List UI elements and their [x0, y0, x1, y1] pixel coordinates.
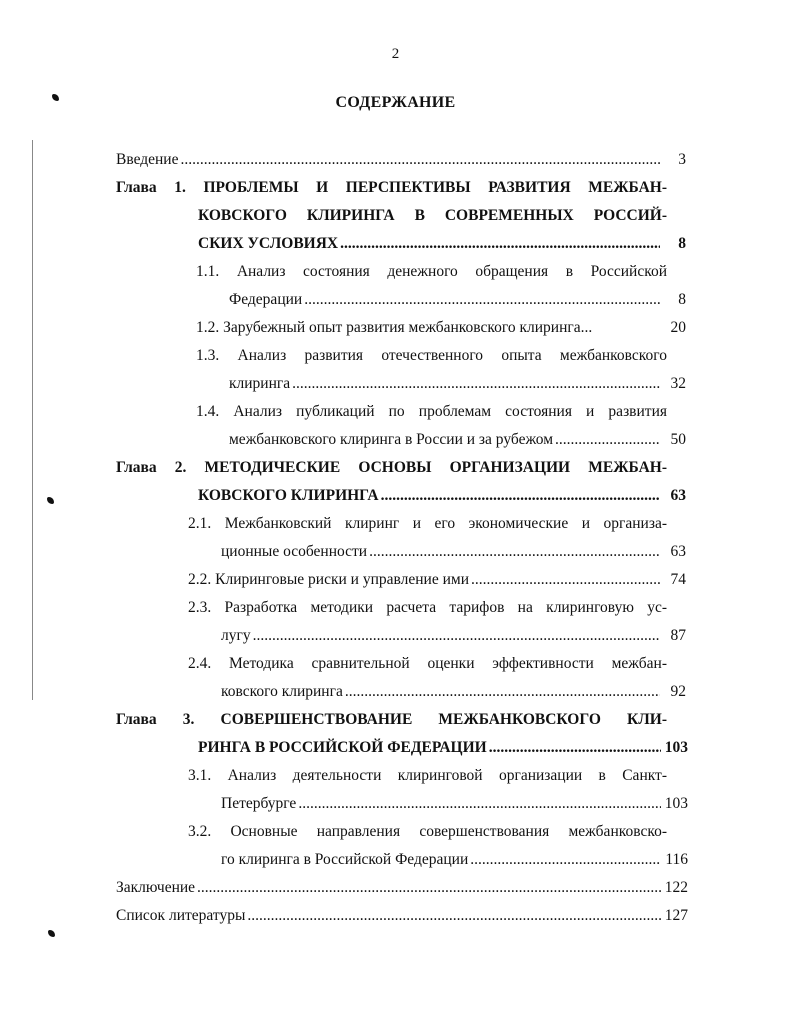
toc-section-2-4-end	[221, 681, 686, 703]
toc-references[interactable]	[116, 905, 688, 927]
toc-conclusion-label: Заключение	[116, 879, 196, 896]
toc-leader-dots	[180, 149, 660, 171]
toc-section-1-1-line-2: Федерации	[229, 291, 303, 308]
toc-leader-dots	[381, 485, 660, 507]
toc-chapter-2-page: 63	[670, 487, 686, 504]
toc-leader-dots	[292, 373, 660, 395]
toc-leader-dots	[253, 625, 660, 647]
toc-section-1-2-page: 20	[670, 319, 686, 336]
toc-section-2-3-line-2: лугу	[221, 627, 251, 644]
toc-section-2-4-line-2: ковского клиринга	[221, 683, 343, 700]
toc-chapter-1-line-1: Глава 1. ПРОБЛЕМЫ И ПЕРСПЕКТИВЫ РАЗВИТИЯ МЕЖБАН-	[116, 179, 667, 196]
toc-conclusion-page: 122	[664, 879, 688, 896]
toc-section-2-1-line-2: ционные особенности	[221, 543, 368, 560]
toc-section-2-4[interactable]	[188, 653, 667, 675]
toc-section-2-4-page: 92	[670, 683, 686, 700]
toc-leader-dots	[304, 289, 660, 311]
toc-intro-page: 3	[678, 151, 686, 168]
toc-section-1-3[interactable]	[196, 345, 667, 367]
toc-section-2-1[interactable]	[188, 513, 667, 535]
toc-section-1-2-label: 1.2. Зарубежный опыт развития межбанковского клиринга...	[196, 319, 593, 336]
toc-leader-dots	[345, 681, 660, 703]
toc-section-1-3-line-2: клиринга	[229, 375, 291, 392]
toc-section-2-4-line-1: 2.4. Методика сравнительной оценки эффективности межбан-	[188, 655, 667, 672]
toc-conclusion[interactable]	[116, 877, 688, 899]
toc-section-3-1-end	[221, 793, 688, 815]
toc-section-2-3-end	[221, 625, 686, 647]
toc-chapter-1-cont	[198, 205, 667, 227]
toc-section-3-2-line-2: го клиринга в Российской Федерации	[221, 851, 469, 868]
page-number: 2	[391, 46, 400, 62]
toc-chapter-1[interactable]	[116, 177, 667, 199]
toc-section-3-1-line-2: Петербурге	[221, 795, 297, 812]
toc-section-1-4-page: 50	[670, 431, 686, 448]
toc-chapter-3-line-1: Глава 3. СОВЕРШЕНСТВОВАНИЕ МЕЖБАНКОВСКОГО КЛИ-	[116, 711, 667, 728]
toc-section-3-1-page: 103	[664, 795, 688, 812]
toc-section-2-1-line-1: 2.1. Межбанковский клиринг и его экономические и организа-	[188, 515, 667, 532]
toc-leader-dots	[369, 541, 660, 563]
toc-section-2-3-line-1: 2.3. Разработка методики расчета тарифов на клиринговую ус-	[188, 599, 667, 616]
toc-chapter-3-end	[198, 737, 688, 759]
toc-chapter-2[interactable]	[116, 457, 667, 479]
toc-section-3-1-line-1: 3.1. Анализ деятельности клиринговой организации в Санкт-	[188, 767, 667, 784]
toc-leader-dots	[298, 793, 660, 815]
toc-section-1-4-line-1: 1.4. Анализ публикаций по проблемам состояния и развития	[196, 403, 667, 420]
toc-leader-dots	[489, 737, 661, 759]
toc-section-1-3-page: 32	[670, 375, 686, 392]
scan-speck	[48, 930, 55, 937]
toc-chapter-3[interactable]	[116, 709, 667, 731]
toc-section-1-4-end	[229, 429, 686, 451]
toc-section-3-2-page: 116	[665, 851, 688, 868]
toc-section-1-2[interactable]	[196, 317, 686, 339]
toc-section-1-3-end	[229, 373, 686, 395]
toc-leader-dots	[555, 429, 660, 451]
toc-intro-label: Введение	[116, 151, 179, 168]
toc-leader-dots	[340, 233, 660, 255]
toc-section-2-2[interactable]	[188, 569, 686, 591]
scan-speck	[47, 497, 54, 504]
toc-section-2-2-label: 2.2. Клиринговые риски и управление ими	[188, 571, 469, 588]
toc-chapter-1-line-2: КОВСКОГО КЛИРИНГА В СОВРЕМЕННЫХ РОССИЙ-	[198, 207, 667, 224]
toc-leader-dots	[471, 569, 660, 591]
toc-chapter-2-line-1: Глава 2. МЕТОДИЧЕСКИЕ ОСНОВЫ ОРГАНИЗАЦИИ МЕЖБАН-	[116, 459, 667, 476]
toc-chapter-1-line-3: СКИХ УСЛОВИЯХ	[198, 235, 339, 252]
toc-references-page: 127	[664, 907, 688, 924]
toc-section-2-3-page: 87	[670, 627, 686, 644]
toc-section-3-1[interactable]	[188, 765, 667, 787]
toc-chapter-2-end	[198, 485, 686, 507]
page-title: СОДЕРЖАНИЕ	[335, 94, 456, 111]
toc-section-1-1-page: 8	[678, 291, 686, 308]
toc-section-2-1-end	[221, 541, 686, 563]
toc-section-3-2-end	[221, 849, 688, 871]
toc-section-2-2-page: 74	[670, 571, 686, 588]
toc-leader-dots	[470, 849, 661, 871]
toc-leader-dots	[197, 877, 661, 899]
toc-section-1-1[interactable]	[196, 261, 667, 283]
toc-section-1-3-line-1: 1.3. Анализ развития отечественного опыта межбанковского	[196, 347, 667, 364]
toc-chapter-3-page: 103	[664, 739, 688, 756]
toc-section-3-2-line-1: 3.2. Основные направления совершенствования межбанковско-	[188, 823, 667, 840]
toc-chapter-1-page: 8	[678, 235, 686, 252]
toc-chapter-1-end	[198, 233, 686, 255]
toc-references-label: Список литературы	[116, 907, 246, 924]
toc-section-1-1-end	[229, 289, 686, 311]
toc-section-2-3[interactable]	[188, 597, 667, 619]
toc-section-1-4-line-2: межбанковского клиринга в России и за рубежом	[229, 431, 554, 448]
toc-section-3-2[interactable]	[188, 821, 667, 843]
toc-section-1-1-line-1: 1.1. Анализ состояния денежного обращения в Российской	[196, 263, 667, 280]
toc-intro[interactable]	[116, 149, 686, 171]
toc-leader-dots	[247, 905, 660, 927]
toc-section-1-4[interactable]	[196, 401, 667, 423]
toc-chapter-2-line-2: КОВСКОГО КЛИРИНГА	[198, 487, 379, 504]
toc-section-2-1-page: 63	[670, 543, 686, 560]
scan-edge-line	[32, 140, 33, 700]
toc-chapter-3-line-2: РИНГА В РОССИЙСКОЙ ФЕДЕРАЦИИ	[198, 739, 487, 756]
